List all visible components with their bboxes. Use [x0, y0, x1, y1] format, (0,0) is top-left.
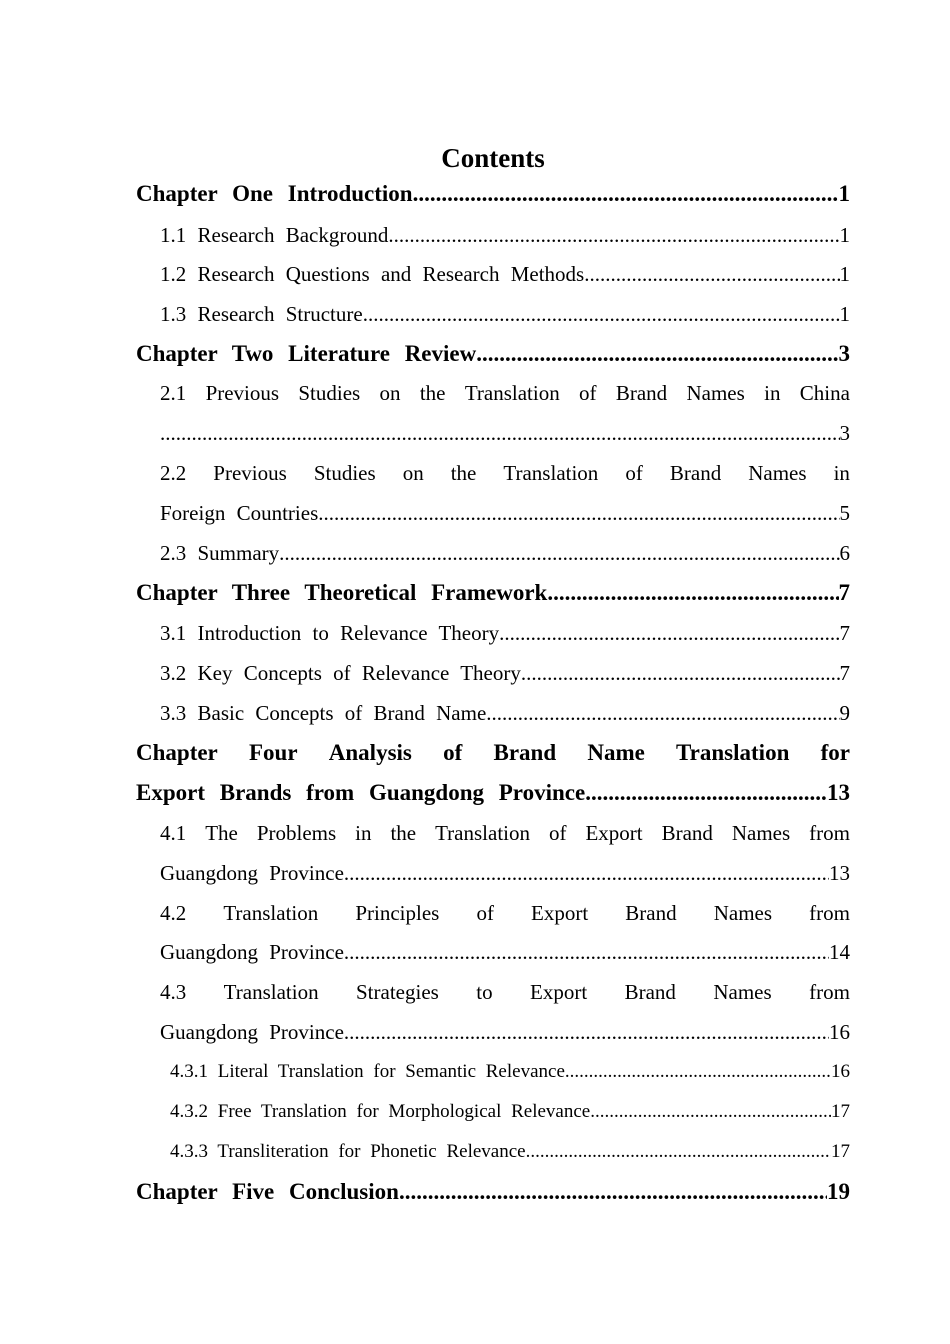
toc-word: the: [450, 461, 477, 485]
toc-word: Brand: [625, 901, 677, 925]
leader-dots: [499, 619, 839, 647]
toc-entry-4-3-line2[interactable]: [160, 1018, 850, 1046]
toc-word: Brand: [661, 821, 713, 845]
leader-dots: [344, 938, 829, 966]
toc-word: from: [809, 980, 850, 1004]
toc-entry-label: Chapter Two Literature Review: [136, 341, 477, 366]
toc-word: Analysis: [328, 740, 412, 765]
toc-word: Names: [713, 980, 772, 1004]
toc-entry-label: 1.1 Research Background: [160, 223, 389, 247]
leader-dots: [318, 499, 839, 527]
toc-word: Name: [587, 740, 645, 765]
toc-word: Chapter: [136, 740, 218, 765]
leader-dots: [363, 300, 840, 328]
toc-page-number: 16: [831, 1061, 850, 1082]
toc-word: 4.2: [160, 901, 187, 925]
leader-dots: [565, 1058, 831, 1086]
toc-entry-2-2-line2[interactable]: [160, 499, 850, 527]
toc-entry-4-3-3[interactable]: [170, 1138, 850, 1166]
toc-word: from: [809, 821, 850, 845]
toc-word: Brand: [615, 381, 668, 405]
toc-page-number: 17: [831, 1141, 850, 1162]
toc-page-number: 1: [838, 181, 850, 206]
toc-word: Export: [531, 901, 589, 925]
toc-word: China: [799, 381, 850, 405]
leader-dots: [476, 340, 838, 368]
toc-entry-label: Chapter Five Conclusion: [136, 1179, 399, 1204]
toc-page-number: 3: [838, 341, 850, 366]
toc-entry-2-1-line1[interactable]: [160, 379, 850, 407]
toc-word: Translation: [464, 381, 560, 405]
toc-entry-label: Guangdong Province: [160, 940, 344, 964]
toc-entry-chapter-three[interactable]: [136, 579, 850, 607]
toc-page-number: 19: [827, 1179, 850, 1204]
toc-entry-2-3[interactable]: [160, 539, 850, 567]
toc-word: Translation: [503, 461, 599, 485]
toc-page-number: 1: [839, 302, 850, 326]
leader-dots: [521, 659, 840, 687]
toc-word: Studies: [298, 381, 361, 405]
toc-word: Translation: [435, 821, 530, 845]
toc-entry-4-2-line1[interactable]: [160, 899, 850, 927]
toc-word: the: [390, 821, 417, 845]
leader-dots: [344, 859, 829, 887]
toc-word: Previous: [213, 461, 287, 485]
toc-word: of: [548, 821, 567, 845]
toc-word: 2.1: [160, 381, 187, 405]
toc-word: Four: [249, 740, 298, 765]
toc-word: Names: [748, 461, 807, 485]
leader-dots: [590, 1098, 831, 1126]
toc-entry-4-1-line2[interactable]: [160, 859, 850, 887]
toc-entry-chapter-one[interactable]: [136, 180, 850, 208]
toc-entry-1-3[interactable]: [160, 300, 850, 328]
toc-entry-label: Guangdong Province: [160, 861, 344, 885]
leader-dots: [344, 1018, 829, 1046]
toc-entry-label: 4.3.2 Free Translation for Morphological Relevance: [170, 1101, 591, 1122]
toc-entry-4-3-2[interactable]: [170, 1098, 850, 1126]
toc-page-number: 7: [838, 580, 850, 605]
toc-word: Translation: [676, 740, 790, 765]
toc-word: Previous: [205, 381, 280, 405]
leader-dots: [413, 180, 839, 208]
leader-dots: [585, 779, 827, 807]
leader-dots: [547, 579, 838, 607]
toc-word: 4.1: [160, 821, 187, 845]
toc-word: Export: [530, 980, 588, 1004]
toc-word: Export: [585, 821, 643, 845]
toc-entry-label: 3.3 Basic Concepts of Brand Name: [160, 701, 487, 725]
toc-word: Translation: [223, 901, 319, 925]
toc-entry-2-2-line1[interactable]: [160, 459, 850, 487]
leader-dots: [526, 1138, 831, 1166]
toc-word: Principles: [355, 901, 440, 925]
toc-entry-label: 1.2 Research Questions and Research Methods: [160, 262, 585, 286]
toc-word: in: [355, 821, 372, 845]
toc-word: in: [833, 461, 850, 485]
toc-page-number: 13: [829, 861, 850, 885]
toc-word: Names: [686, 381, 745, 405]
toc-word: the: [419, 381, 446, 405]
toc-entry-label: Chapter One Introduction: [136, 181, 413, 206]
toc-page-number: 3: [839, 421, 850, 445]
toc-word: to: [476, 980, 493, 1004]
toc-word: Brand: [493, 740, 557, 765]
toc-entry-1-2[interactable]: [160, 260, 850, 288]
toc-word: in: [764, 381, 781, 405]
toc-page-number: 13: [827, 780, 850, 805]
toc-entry-4-2-line2[interactable]: [160, 938, 850, 966]
leader-dots: [584, 260, 839, 288]
toc-page-number: 7: [839, 661, 850, 685]
leader-dots: [486, 699, 839, 727]
toc-word: on: [402, 461, 424, 485]
toc-entry-label: 4.3.1 Literal Translation for Semantic Relevance: [170, 1061, 565, 1082]
toc-entry-chapter-four-line2[interactable]: [136, 779, 850, 807]
toc-word: of: [443, 740, 463, 765]
toc-entry-label: 3.2 Key Concepts of Relevance Theory: [160, 661, 521, 685]
toc-word: The: [205, 821, 238, 845]
toc-entry-4-3-line1[interactable]: [160, 978, 850, 1006]
toc-word: Names: [713, 901, 773, 925]
toc-word: Strategies: [356, 980, 439, 1004]
page-title: Contents: [441, 143, 545, 173]
toc-entry-3-3[interactable]: [160, 699, 850, 727]
toc-word: Studies: [313, 461, 376, 485]
toc-page-number: 6: [839, 541, 850, 565]
toc-entry-label: 3.1 Introduction to Relevance Theory: [160, 621, 500, 645]
toc-page-number: 1: [839, 262, 850, 286]
toc-entry-4-3-1[interactable]: [170, 1058, 850, 1086]
toc-entry-chapter-four-line1[interactable]: [136, 739, 850, 767]
toc-page-number: 5: [839, 501, 850, 525]
toc-entry-label: 1.3 Research Structure: [160, 302, 363, 326]
leader-dots: [160, 419, 840, 447]
toc-word: Brand: [624, 980, 676, 1004]
toc-entry-label: Foreign Countries: [160, 501, 319, 525]
toc-entry-1-1[interactable]: [160, 221, 850, 249]
toc-entry-4-1-line1[interactable]: [160, 819, 850, 847]
toc-page-number: 7: [839, 621, 850, 645]
toc-page-number: 17: [831, 1101, 850, 1122]
toc-page-number: 16: [829, 1020, 850, 1044]
leader-dots: [388, 221, 839, 249]
toc-word: 2.2: [160, 461, 187, 485]
toc-entry-label: Chapter Three Theoretical Framework: [136, 580, 548, 605]
toc-word: of: [625, 461, 643, 485]
leader-dots: [399, 1178, 827, 1206]
toc-entry-chapter-five[interactable]: [136, 1178, 850, 1206]
toc-word: Problems: [256, 821, 337, 845]
toc-page-number: 9: [839, 701, 850, 725]
toc-word: from: [809, 901, 850, 925]
toc-word: on: [379, 381, 401, 405]
toc-page-number: 14: [829, 940, 850, 964]
toc-entry-label: Export Brands from Guangdong Province: [136, 780, 586, 805]
leader-dots: [279, 539, 839, 567]
toc-entry-label: 4.3.3 Transliteration for Phonetic Relevance: [170, 1141, 526, 1162]
toc-page-number: 1: [839, 223, 850, 247]
toc-word: for: [820, 740, 850, 765]
toc-word: of: [579, 381, 597, 405]
toc-entry-3-2[interactable]: [160, 659, 850, 687]
toc-word: 4.3: [160, 980, 187, 1004]
toc-word: Translation: [223, 980, 319, 1004]
toc-entry-label: Guangdong Province: [160, 1020, 344, 1044]
toc-word: of: [476, 901, 494, 925]
toc-word: Brand: [669, 461, 722, 485]
toc-word: Names: [731, 821, 791, 845]
toc-entry-3-1[interactable]: [160, 619, 850, 647]
toc-entry-label: 2.3 Summary: [160, 541, 280, 565]
toc-entry-chapter-two[interactable]: [136, 340, 850, 368]
toc-entry-2-1-line2[interactable]: [160, 419, 850, 447]
